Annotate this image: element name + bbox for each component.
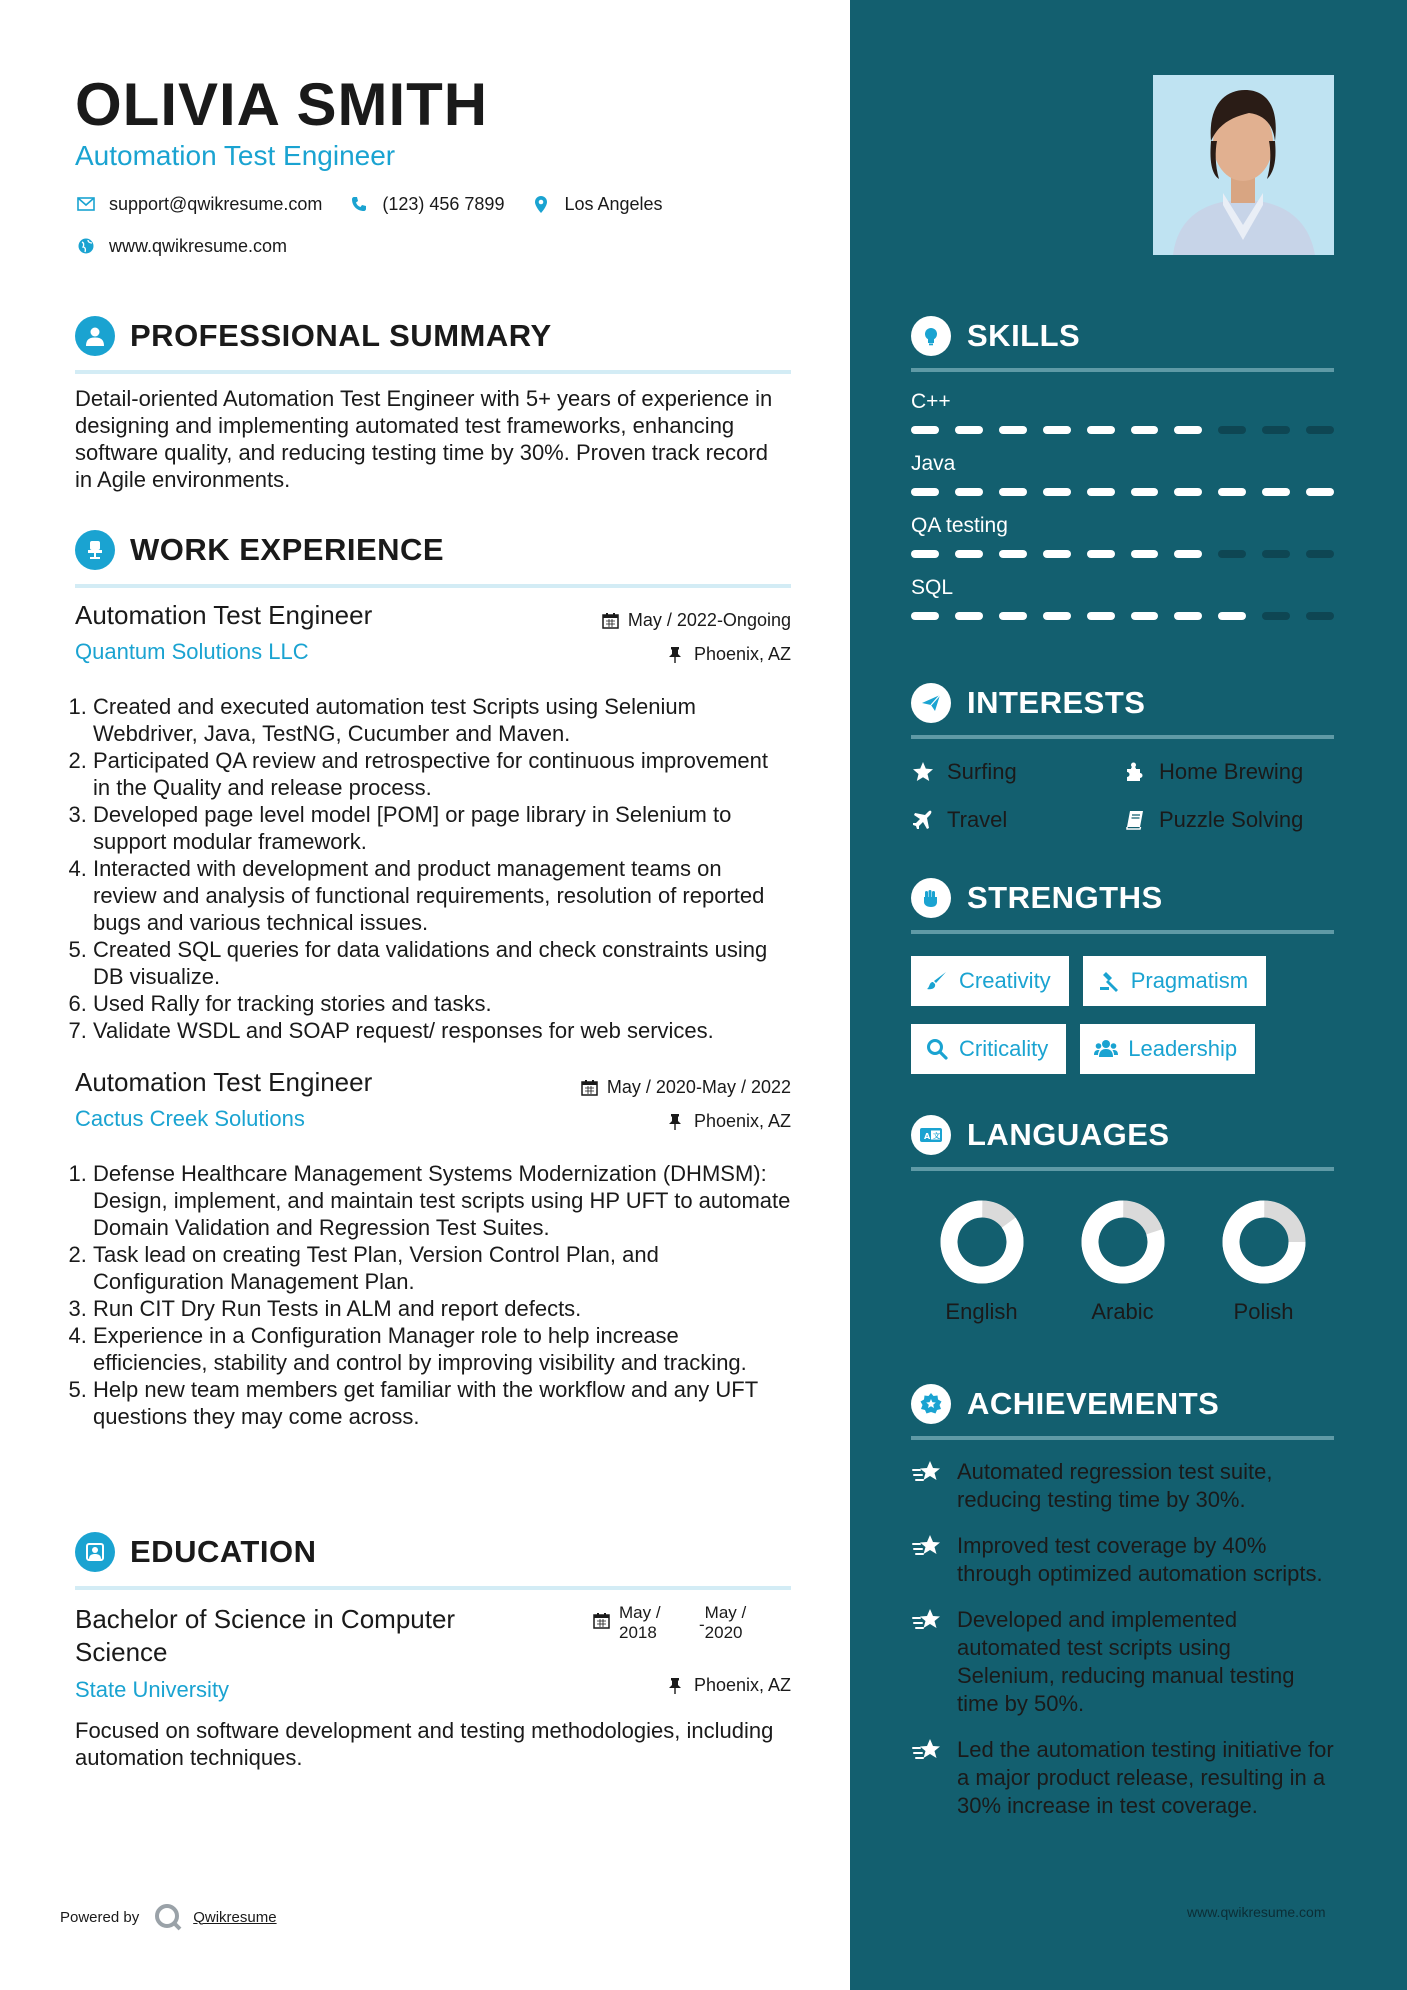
strength-tag <box>911 1024 1066 1074</box>
users-icon <box>1094 1037 1118 1061</box>
skill-level-dash <box>911 488 939 496</box>
list-item: 2. Participated QA review and retrospective for continuous improvement in the Quality and release process. <box>93 747 791 801</box>
skill-level-dash <box>955 488 983 496</box>
section-title: WORK EXPERIENCE <box>130 532 445 567</box>
contact-row <box>75 193 689 215</box>
summary-section <box>75 314 791 374</box>
job-location <box>668 1111 791 1132</box>
achievement-item <box>911 1458 1334 1514</box>
job-location-text: Phoenix, AZ <box>693 644 791 664</box>
skill-level-dash <box>1087 550 1115 558</box>
skill-level-dash <box>1218 612 1246 620</box>
section-title: ACHIEVEMENTS <box>967 1386 1220 1421</box>
calendar-icon <box>593 1612 611 1630</box>
job-date-text: May / 2020-May / 2022 <box>606 1077 791 1097</box>
list-item: 3. Run CIT Dry Run Tests in ALM and report defects. <box>93 1295 791 1322</box>
list-item: 2. Task lead on creating Test Plan, Version Control Plan, and Configuration Management Plan. <box>93 1241 791 1295</box>
globe-icon <box>75 235 97 257</box>
qwikresume-link[interactable]: Qwikresume <box>193 1908 277 1926</box>
achievement-text: Developed and implemented automated test scripts using Selenium, reducing manual testing time by 50%. <box>957 1607 1295 1716</box>
interest-item <box>911 807 1123 833</box>
achievements-section <box>911 1382 1334 1820</box>
skill-level-dash <box>999 426 1027 434</box>
interest-item <box>911 759 1123 785</box>
search-icon <box>925 1037 949 1061</box>
contact-phone[interactable]: (123) 456 7899 <box>382 193 505 214</box>
interest-label: Travel <box>947 807 1008 832</box>
book-icon <box>1123 808 1147 832</box>
skill-level-dash <box>1087 426 1115 434</box>
list-item: 5. Help new team members get familiar with the workflow and any UFT questions they may come across. <box>93 1376 791 1430</box>
skill-item <box>911 452 1334 496</box>
envelope-icon <box>75 193 97 215</box>
skill-name: C++ <box>911 390 951 413</box>
education-text: Focused on software development and testing methodologies, including automation techniques. <box>75 1718 774 1770</box>
list-item: 3. Developed page level model [POM] or page library in Selenium to support modular framework. <box>93 801 791 855</box>
skill-level-bar <box>911 488 1334 496</box>
shooting-star-icon <box>911 1604 943 1636</box>
section-divider <box>75 1586 791 1590</box>
skill-name: SQL <box>911 576 954 599</box>
list-item: 4. Interacted with development and product management teams on review and analysis of functional requirements, resolution of reported bugs and various technical issues. <box>93 855 791 936</box>
job-date-text: May / 2022-Ongoing <box>627 610 791 630</box>
qwikresume-logo-icon <box>153 1902 183 1932</box>
achievement-text: Improved test coverage by 40% through optimized automation scripts. <box>957 1533 1323 1586</box>
strength-label: Leadership <box>1128 1036 1238 1061</box>
job-date <box>581 1077 791 1098</box>
language-proficiency-ring <box>939 1199 1025 1285</box>
skill-level-dash <box>1087 612 1115 620</box>
skill-name: Java <box>911 452 956 475</box>
skill-item <box>911 514 1334 558</box>
section-divider <box>911 368 1334 372</box>
language-name: English <box>945 1299 1018 1324</box>
skill-level-dash <box>1218 426 1246 434</box>
shooting-star-icon <box>911 1530 943 1562</box>
paper-plane-icon <box>911 683 951 723</box>
skill-level-dash <box>1262 550 1290 558</box>
calendar-icon <box>602 612 620 630</box>
shooting-star-icon <box>911 1456 943 1488</box>
section-title: EDUCATION <box>130 1534 317 1569</box>
interests-section <box>911 681 1334 833</box>
section-divider <box>75 584 791 588</box>
powered-by <box>60 1902 277 1932</box>
graduate-icon <box>75 1532 115 1572</box>
strength-label: Criticality <box>959 1036 1049 1061</box>
section-title: STRENGTHS <box>967 880 1163 915</box>
language-item <box>1193 1199 1334 1325</box>
skill-level-dash <box>955 550 983 558</box>
job-title: Automation Test Engineer <box>75 600 373 630</box>
skill-item <box>911 390 1334 434</box>
skills-section <box>911 314 1334 620</box>
language-icon <box>911 1115 951 1155</box>
section-divider <box>911 1436 1334 1440</box>
skills-list <box>911 390 1334 620</box>
candidate-role: Automation Test Engineer <box>75 140 396 171</box>
degree-title <box>75 1603 535 1669</box>
language-name: Polish <box>1233 1299 1294 1324</box>
list-item: 1. Created and executed automation test Scripts using Selenium Webdriver, Java, TestNG, Cucumber and Maven. <box>93 693 791 747</box>
list-item: 1. Defense Healthcare Management Systems Modernization (DHMSM): Design, implement, and maintain test scripts using HP UFT to automate Domain Validation and Regression Test Suites. <box>93 1160 791 1241</box>
skill-level-dash <box>1043 550 1071 558</box>
skill-item <box>911 576 1334 620</box>
section-divider <box>911 735 1334 739</box>
skill-level-dash <box>1043 612 1071 620</box>
skill-level-dash <box>911 426 939 434</box>
education-section <box>75 1530 791 1590</box>
skill-level-dash <box>1131 612 1159 620</box>
interest-label: Puzzle Solving <box>1159 807 1304 832</box>
contact-website[interactable]: www.qwikresume.com <box>109 235 288 256</box>
skill-level-bar <box>911 612 1334 620</box>
language-proficiency-ring <box>1080 1199 1166 1285</box>
interests-list <box>911 759 1334 833</box>
interest-label: Home Brewing <box>1159 759 1304 784</box>
pushpin-icon <box>668 1113 686 1131</box>
star-icon <box>911 760 935 784</box>
svg-text:文: 文 <box>933 1132 940 1140</box>
skill-level-dash <box>955 426 983 434</box>
section-divider <box>75 370 791 374</box>
strength-tag <box>1080 1024 1255 1074</box>
achievements-list <box>911 1458 1334 1820</box>
user-icon <box>75 316 115 356</box>
job-bullets <box>75 693 791 1044</box>
language-proficiency-ring <box>1221 1199 1307 1285</box>
job-date <box>602 610 791 631</box>
date-start-year: 2018 <box>619 1623 657 1642</box>
date-separator: - <box>699 1615 705 1634</box>
interest-item <box>1123 807 1334 833</box>
briefcase-chair-icon <box>75 530 115 570</box>
pushpin-icon <box>668 1677 686 1695</box>
phone-icon <box>348 193 370 215</box>
skill-level-dash <box>955 612 983 620</box>
skill-level-dash <box>1306 488 1334 496</box>
raised-fist-icon <box>911 878 951 918</box>
achievement-item <box>911 1736 1334 1820</box>
education-location-text: Phoenix, AZ <box>693 1675 791 1695</box>
language-name: Arabic <box>1091 1299 1154 1324</box>
footer-website[interactable]: www.qwikresume.com <box>1187 1904 1326 1920</box>
list-item: 4. Experience in a Configuration Manager role to help increase efficiencies, stability and control by improving visibility and tracking. <box>93 1322 791 1376</box>
job-location <box>668 644 791 665</box>
award-star-icon <box>911 1384 951 1424</box>
job-title: Automation Test Engineer <box>75 1067 373 1097</box>
list-item: 7. Validate WSDL and SOAP request/ responses for web services. <box>93 1017 791 1044</box>
skill-level-dash <box>1043 488 1071 496</box>
skill-level-dash <box>1174 488 1202 496</box>
job-company: Cactus Creek Solutions <box>75 1106 305 1131</box>
contact-email[interactable]: support@qwikresume.com <box>109 193 323 214</box>
map-pin-icon <box>530 193 552 215</box>
skill-level-dash <box>911 612 939 620</box>
skill-level-dash <box>1306 426 1334 434</box>
skill-level-dash <box>1131 426 1159 434</box>
skill-level-dash <box>1087 488 1115 496</box>
powered-by-label: Powered by <box>60 1908 140 1926</box>
strengths-list <box>911 956 1341 1092</box>
date-end-year: 2020 <box>704 1623 743 1642</box>
interest-item <box>1123 759 1334 785</box>
job-entry <box>75 600 791 1044</box>
skill-level-dash <box>1262 426 1290 434</box>
skill-level-dash <box>1131 488 1159 496</box>
achievement-item <box>911 1532 1334 1588</box>
profile-photo <box>1153 75 1334 255</box>
language-item <box>1052 1199 1193 1325</box>
skill-level-dash <box>1218 550 1246 558</box>
section-title: PROFESSIONAL SUMMARY <box>130 318 552 353</box>
plane-icon <box>911 808 935 832</box>
achievement-text: Automated regression test suite, reducing testing time by 30%. <box>957 1459 1273 1512</box>
strength-tag <box>911 956 1069 1006</box>
degree-line: Science <box>75 1637 168 1667</box>
gavel-icon <box>1097 969 1121 993</box>
skill-level-dash <box>1262 612 1290 620</box>
education-location <box>668 1675 791 1696</box>
skill-level-dash <box>1131 550 1159 558</box>
date-start <box>619 1603 699 1643</box>
language-ring-fill <box>939 1199 1025 1285</box>
date-end <box>705 1603 747 1643</box>
job-company: Quantum Solutions LLC <box>75 639 309 664</box>
website-row <box>75 235 313 257</box>
puzzle-piece-icon <box>1123 760 1147 784</box>
school-name: State University <box>75 1677 230 1702</box>
list-item: 6. Used Rally for tracking stories and tasks. <box>93 990 791 1017</box>
pushpin-icon <box>668 646 686 664</box>
education-dates <box>593 1603 746 1643</box>
skill-level-dash <box>1218 488 1246 496</box>
skill-level-dash <box>1306 612 1334 620</box>
strength-label: Creativity <box>959 968 1051 993</box>
skill-level-dash <box>1043 426 1071 434</box>
languages-section <box>911 1113 1334 1325</box>
skill-level-dash <box>999 612 1027 620</box>
date-end-month: May / <box>704 1603 747 1622</box>
degree-line: Bachelor of Science in Computer <box>75 1604 456 1634</box>
strength-tag <box>1083 956 1266 1006</box>
section-title: INTERESTS <box>967 685 1146 720</box>
section-divider <box>911 930 1334 934</box>
job-location-text: Phoenix, AZ <box>693 1111 791 1131</box>
languages-list <box>911 1199 1334 1325</box>
section-title: SKILLS <box>967 318 1081 353</box>
interest-label: Surfing <box>947 759 1017 784</box>
job-bullets <box>75 1160 791 1430</box>
brush-icon <box>925 969 949 993</box>
svg-text:A: A <box>924 1132 931 1141</box>
skill-level-dash <box>1174 612 1202 620</box>
experience-section <box>75 528 791 588</box>
strength-label: Pragmatism <box>1130 968 1249 993</box>
lightbulb-icon <box>911 316 951 356</box>
candidate-name: OLIVIA SMITH <box>75 71 489 138</box>
contact-location: Los Angeles <box>564 193 663 214</box>
list-item: 5. Created SQL queries for data validations and check constraints using DB visualize. <box>93 936 791 990</box>
education-entry <box>75 1603 791 1771</box>
skill-level-dash <box>1174 426 1202 434</box>
job-entry <box>75 1067 791 1430</box>
skill-level-bar <box>911 550 1334 558</box>
section-divider <box>911 1167 1334 1171</box>
skill-level-dash <box>1262 488 1290 496</box>
achievement-item <box>911 1606 1334 1718</box>
skill-level-bar <box>911 426 1334 434</box>
skill-level-dash <box>999 488 1027 496</box>
summary-text: Detail-oriented Automation Test Engineer with 5+ years of experience in designing and implementing automated test frameworks, enhancing software quality, and reducing testing time by 30%. Proven track record in Agile environments. <box>75 386 773 492</box>
shooting-star-icon <box>911 1734 943 1766</box>
skill-level-dash <box>911 550 939 558</box>
achievement-text: Led the automation testing initiative for a major product release, resulting in a 30% increase in test coverage. <box>957 1737 1334 1818</box>
skill-name: QA testing <box>911 514 1008 537</box>
skill-level-dash <box>1174 550 1202 558</box>
language-item <box>911 1199 1052 1325</box>
skill-level-dash <box>1306 550 1334 558</box>
skill-level-dash <box>999 550 1027 558</box>
calendar-icon <box>581 1079 599 1097</box>
strengths-section <box>911 876 1334 1092</box>
section-title: LANGUAGES <box>967 1117 1170 1152</box>
date-start-month: May / <box>619 1603 661 1622</box>
